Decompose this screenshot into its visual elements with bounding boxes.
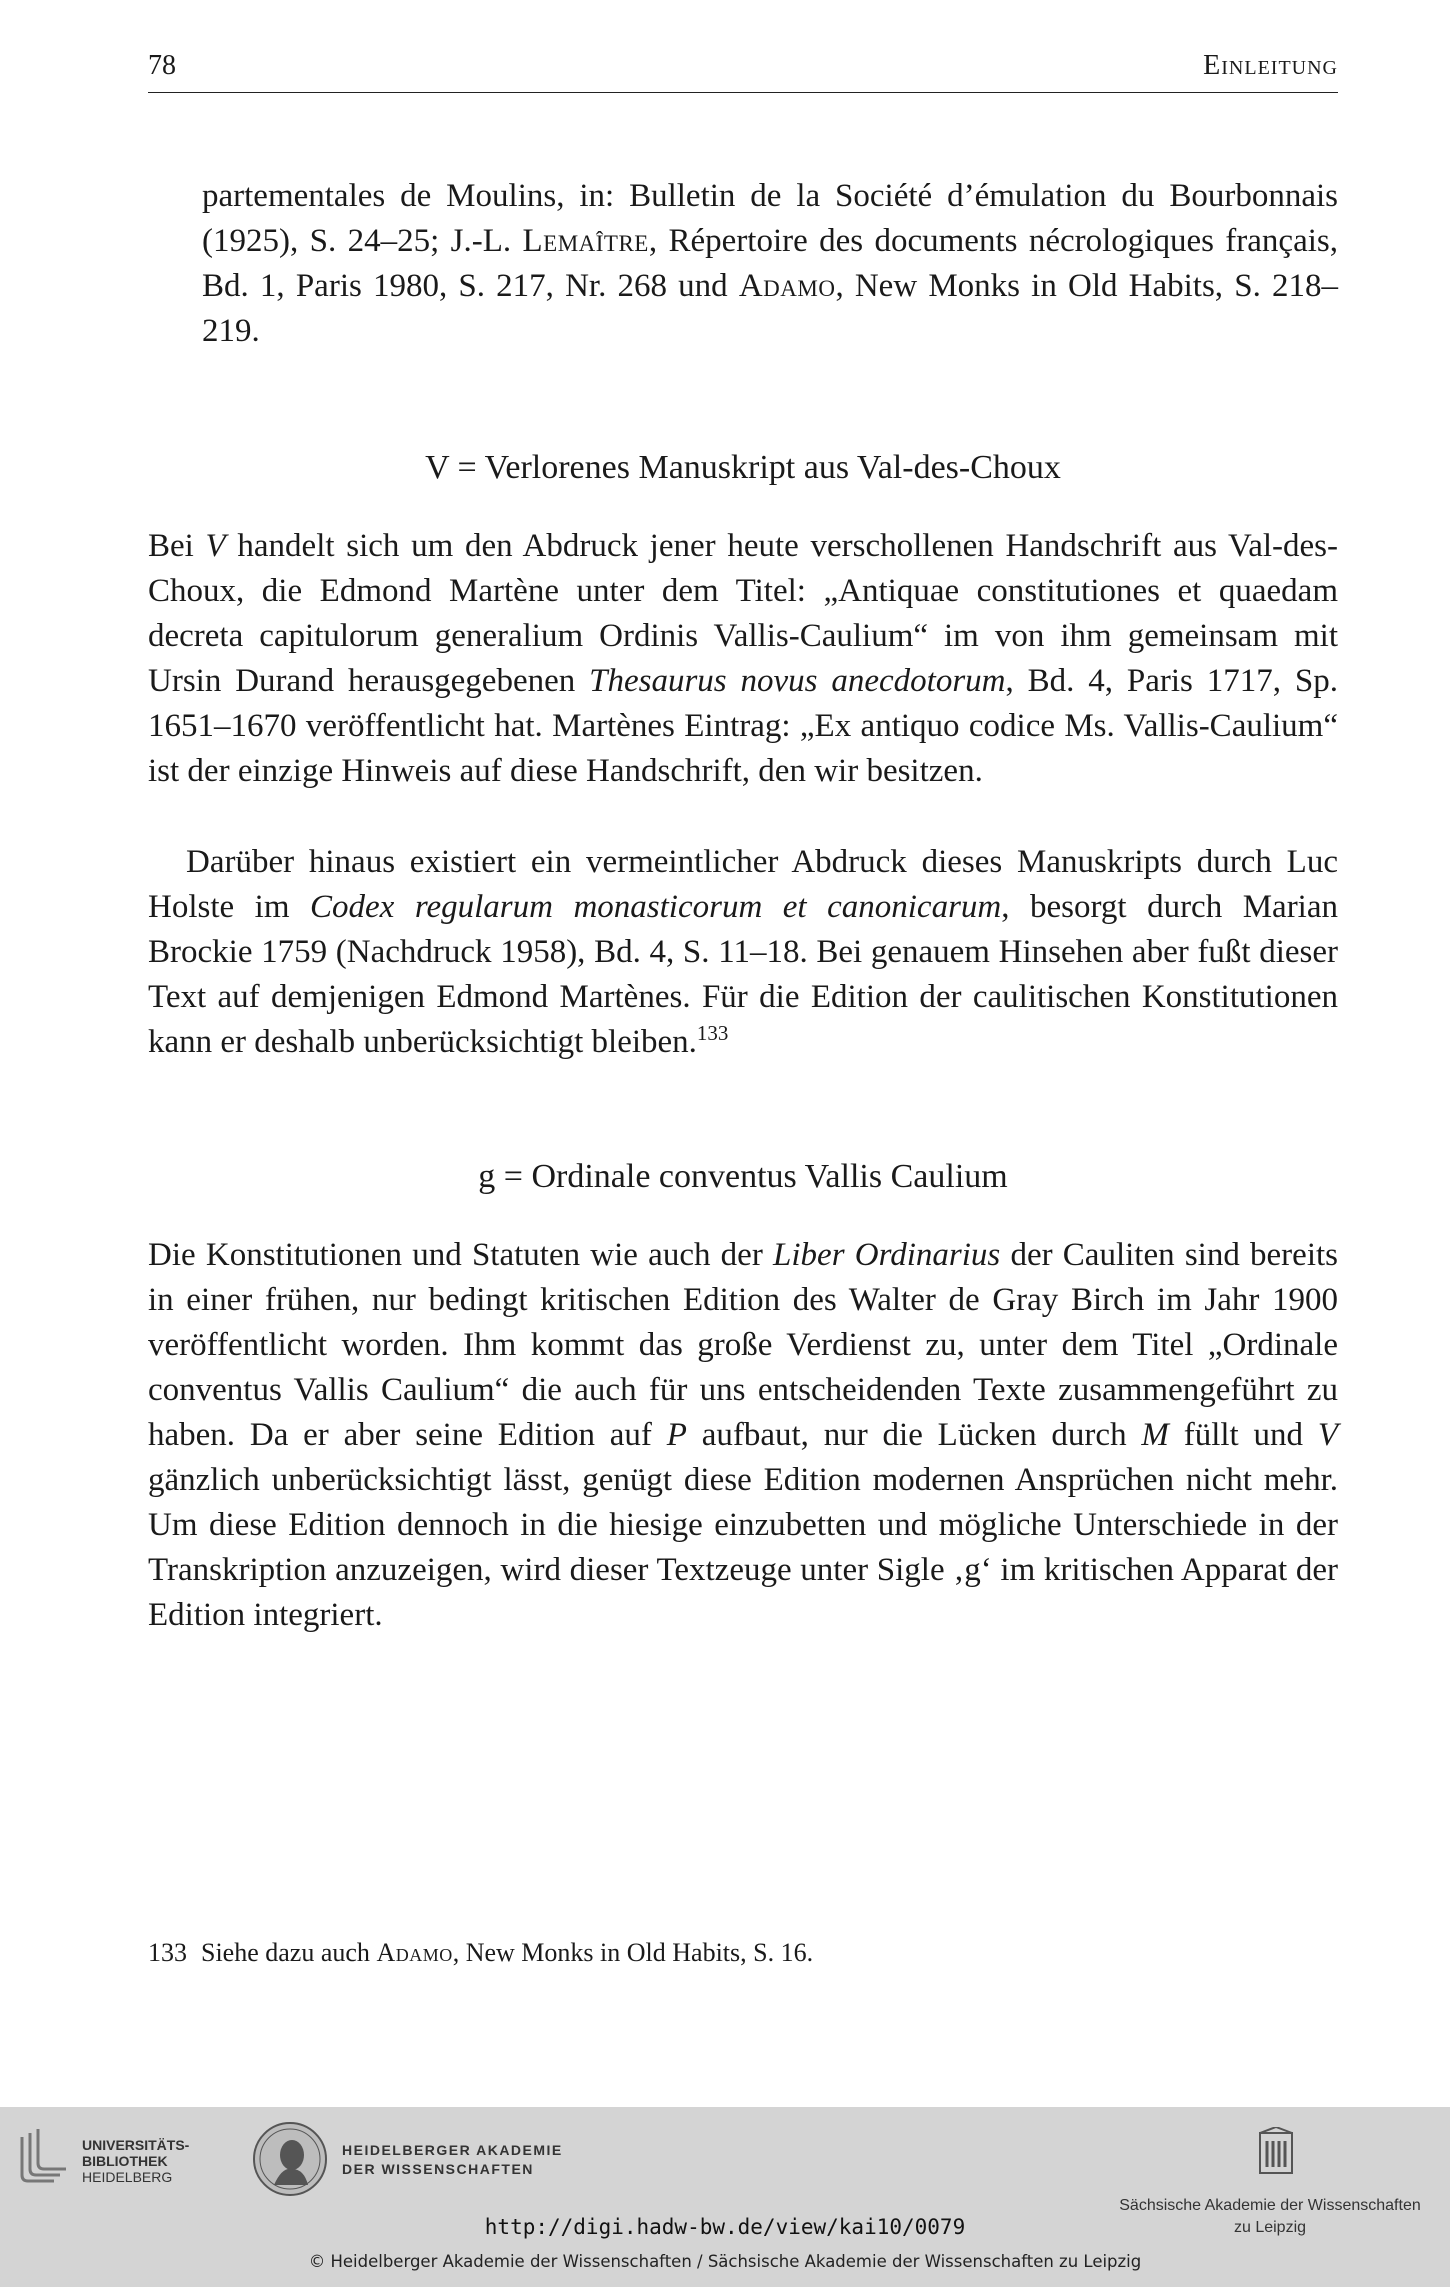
permalink-url[interactable]: http://digi.hadw-bw.de/view/kai10/0079 — [484, 2215, 966, 2239]
sigle: V — [205, 528, 226, 564]
work-title: Codex regularum monasticorum et canonicarum — [310, 889, 1002, 925]
paragraph-v-2: Darüber hinaus existiert ein vermeintlicher Abdruck dieses Manuskripts durch Luc Holste im Codex regularum monasticorum et canonicarum, besorgt durch Marian Brockie 1759 (Nachdruck 1958), Bd. 4, S. 11–18. Bei genauem Hinsehen aber fußt dieser Text auf demjenigen Edmond Martènes. Für die Edition der caulitischen Konstitutionen kann er deshalb unberücksichtigt bleiben.$^{133}$ — [148, 844, 1339, 1060]
sigle: P — [666, 1417, 687, 1453]
footnote-continuation: partementales de Moulins, in: Bulletin de la Société d’émulation du Bourbonnais (1925), S. 24–25; J.-L. Lemaître, Répertoire des documents nécrologiques français, Bd. 1, Paris 1980, S. 217, Nr. 268 und Adamo, New Monks in Old Habits, S. 218–219. — [202, 178, 1338, 349]
saxon-academy-name: Sächsische Akademie der Wissenschaften zu Leipzig — [1119, 2197, 1421, 2236]
section-heading-v: V = Verlorenes Manuskript aus Val-des-Choux — [425, 449, 1061, 486]
work-title: Thesaurus novus anecdotorum — [589, 663, 1006, 699]
university-library-logo-icon — [14, 2127, 74, 2187]
academy-seal-icon — [252, 2121, 328, 2197]
section-heading-g: g = Ordinale conventus Vallis Caulium — [478, 1158, 1008, 1195]
author-name: Adamo — [376, 1938, 453, 1967]
footnote-133: 133 Siehe dazu auch Adamo, New Monks in Old Habits, S. 16. — [148, 1938, 814, 1967]
heidelberg-academy-name: HEIDELBERGER AKADEMIE DER WISSENSCHAFTEN — [342, 2142, 563, 2177]
paragraph-g: Die Konstitutionen und Statuten wie auch der Liber Ordinarius der Cauliten sind bereits in einer frühen, nur bedingt kritischen Edition des Walter de Gray Birch im Jahr 1900 veröffentlicht worden. Ihm kommt das große Verdienst zu, unter dem Titel „Ordinale conventus Vallis Caulium“ die auch für uns entscheidenden Texte zusammengeführt zu haben. Da er aber seine Edition auf P aufbaut, nur die Lücken durch M füllt und V gänzlich unberücksichtigt lässt, genügt diese Edition modernen Ansprüchen nicht mehr. Um diese Edition dennoch in die hiesige einzubetten und mögliche Unterschiede in der Transkription anzuzeigen, wird dieser Textzeuge unter Sigle ‚g‘ im kritischen Apparat der Edition integriert. — [148, 1237, 1339, 1633]
page-header — [148, 44, 1338, 93]
footnote-number: 133 — [148, 1938, 187, 1967]
running-head: Einleitung — [1203, 50, 1338, 81]
footer-band — [0, 2107, 1450, 2287]
saxon-academy-building-icon — [1258, 2127, 1294, 2175]
page-number: 78 — [148, 50, 176, 81]
author-name: Lemaître — [522, 223, 649, 259]
university-library-name: UNIVERSITÄTS- BIBLIOTHEK HEIDELBERG — [82, 2137, 190, 2185]
copyright-notice: © Heidelberger Akademie der Wissenschaften / Sächsische Akademie der Wissenschaften zu Leipzig — [308, 2252, 1142, 2271]
author-name: Adamo — [738, 268, 836, 304]
footnote-reference[interactable]: 133 — [696, 1021, 729, 1045]
paragraph-v-1: Bei V handelt sich um den Abdruck jener heute verschollenen Handschrift aus Val-des-Choux, die Edmond Martène unter dem Titel: „Antiquae constitutiones et quaedam decreta capitulorum generalium Ordinis Vallis-Caulium“ im von ihm gemeinsam mit Ursin Durand herausgegebenen Thesaurus novus anecdotorum, Bd. 4, Paris 1717, Sp. 1651–1670 veröffentlicht hat. Martènes Eintrag: „Ex antiquo codice Ms. Vallis-Caulium“ ist der einzige Hinweis auf diese Handschrift, den wir besitzen. — [148, 528, 1338, 789]
sigle: V — [1317, 1417, 1338, 1453]
sigle: M — [1141, 1417, 1169, 1453]
work-title: Liber Ordinarius — [773, 1237, 1001, 1273]
